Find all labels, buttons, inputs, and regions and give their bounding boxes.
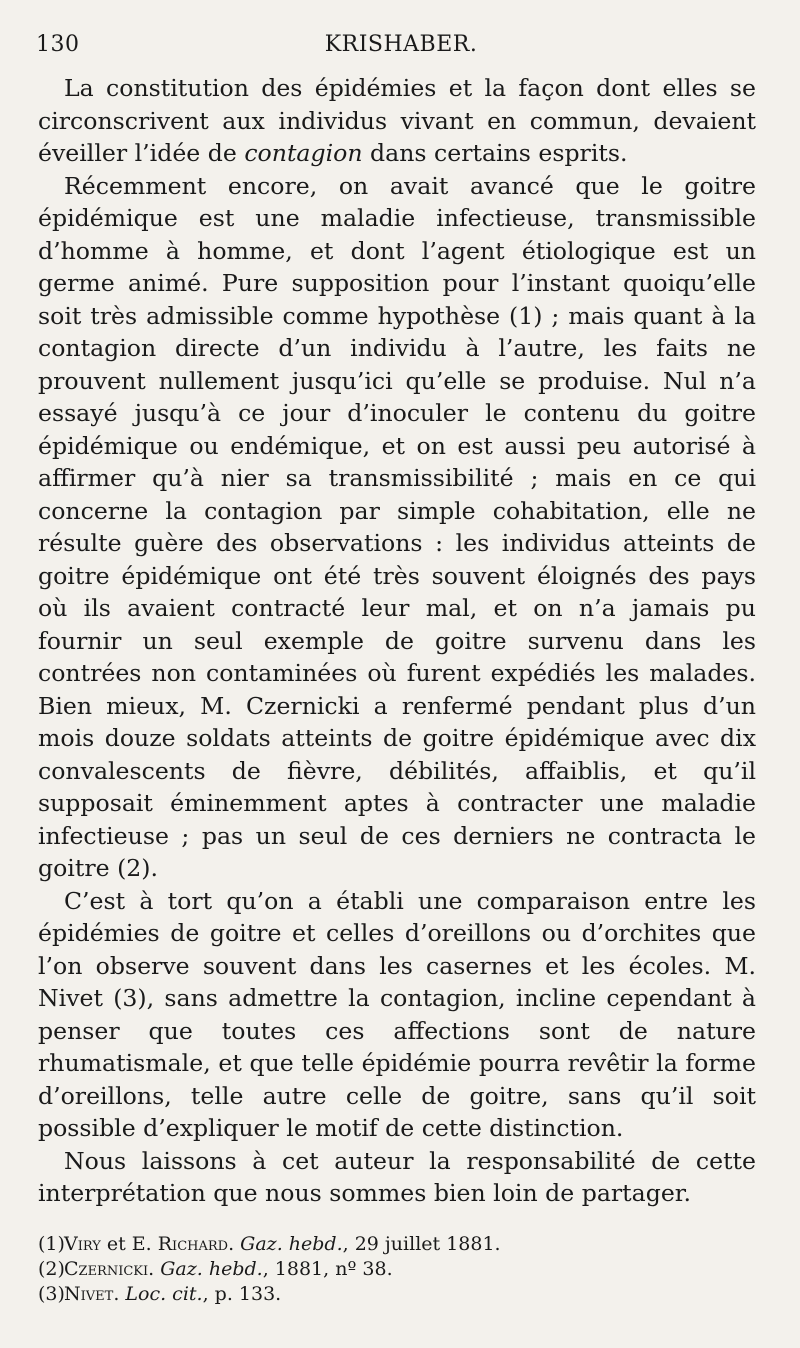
text-segment: C’est à tort qu’on a établi une comparaison entre les épidémies de goitre et celles d’oreillons ou d’orchites que l’on observe souvent dans les casernes et les écoles. M. Nivet (3), sans admettre la contagion, incline cependant à penser que toutes ces affections sont de nature rhumatismale, et que telle épidémie pourra revêtir la forme d’oreillons, telle autre celle de goitre, sans qu’il soit possible d’expliquer le motif de cette distinction.	[38, 886, 756, 1142]
italic-text: Loc. cit.	[125, 1283, 203, 1305]
author-name: Czernicki	[64, 1258, 149, 1280]
text-segment: , 29 juillet 1881.	[342, 1233, 501, 1255]
author-name: Viry	[64, 1233, 101, 1255]
italic-text: Gaz. hebd.	[160, 1258, 263, 1280]
author-name: Richard	[157, 1233, 229, 1255]
text-segment: , p. 133.	[202, 1283, 282, 1305]
body-text	[38, 72, 756, 1210]
text-segment: et E.	[100, 1233, 158, 1255]
author-name: Nivet	[64, 1283, 114, 1305]
footnote	[38, 1282, 756, 1307]
paragraph	[38, 72, 756, 170]
paragraph	[38, 1145, 756, 1210]
running-head: KRISHABER.	[324, 32, 478, 57]
text-segment: Nous laissons à cet auteur la responsabilité de cette interprétation que nous sommes bien loin de partager.	[38, 1146, 756, 1207]
paragraph	[38, 170, 756, 885]
text-segment: dans certains esprits.	[362, 139, 628, 167]
footnote-number: (3)	[38, 1283, 65, 1305]
footnote-number: (2)	[38, 1258, 65, 1280]
text-segment: .	[148, 1258, 161, 1280]
page-header	[36, 32, 766, 72]
text-segment: .	[113, 1283, 126, 1305]
text-segment: .	[228, 1233, 241, 1255]
text-segment: Récemment encore, on avait avancé que le goitre épidémique est une maladie infectieuse, transmissible d’homme à homme, et dont l’agent étiologique est un germe animé. Pure supposition pour l’instant quoiqu’elle soit très admissible comme hypothèse (1) ; mais quant à la contagion directe d’un individu à l’autre, les faits ne prouvent nullement jusqu’ici qu’elle se produise. Nul n’a essayé jusqu’à ce jour d’inoculer le contenu du goitre épidémique ou endémique, et on est aussi peu autorisé à affirmer qu’à nier sa transmissibilité ; mais en ce qui concerne la contagion par simple cohabitation, elle ne résulte guère des observations : les individus atteints de goitre épidémique ont été très souvent éloignés des pays où ils avaient contracté leur mal, et on n’a jamais pu fournir un seul exemple de goitre survenu dans les contrées non contaminées où furent expédiés les malades. Bien mieux, M. Czernicki a renfermé pendant plus d’un mois douze soldats atteints de goitre épidémique avec dix convalescents de fièvre, débilités, affaiblis, et qu’il supposait éminemment aptes à contracter une maladie infectieuse ; pas un seul de ces derniers ne contracta le goitre (2).	[38, 171, 756, 882]
footnote-number: (1)	[38, 1233, 65, 1255]
page-number: 130	[36, 32, 80, 57]
italic-text: contagion	[244, 139, 363, 167]
footnotes	[38, 1232, 756, 1307]
footnote	[38, 1232, 756, 1257]
paragraph	[38, 885, 756, 1145]
text-segment: , 1881, nº 38.	[262, 1258, 393, 1280]
text-segment: La constitution des épidémies et la façon dont elles se circonscrivent aux individus vivant en commun, devaient éveiller l’idée de	[38, 74, 756, 167]
footnote	[38, 1257, 756, 1282]
italic-text: Gaz. hebd.	[240, 1233, 343, 1255]
